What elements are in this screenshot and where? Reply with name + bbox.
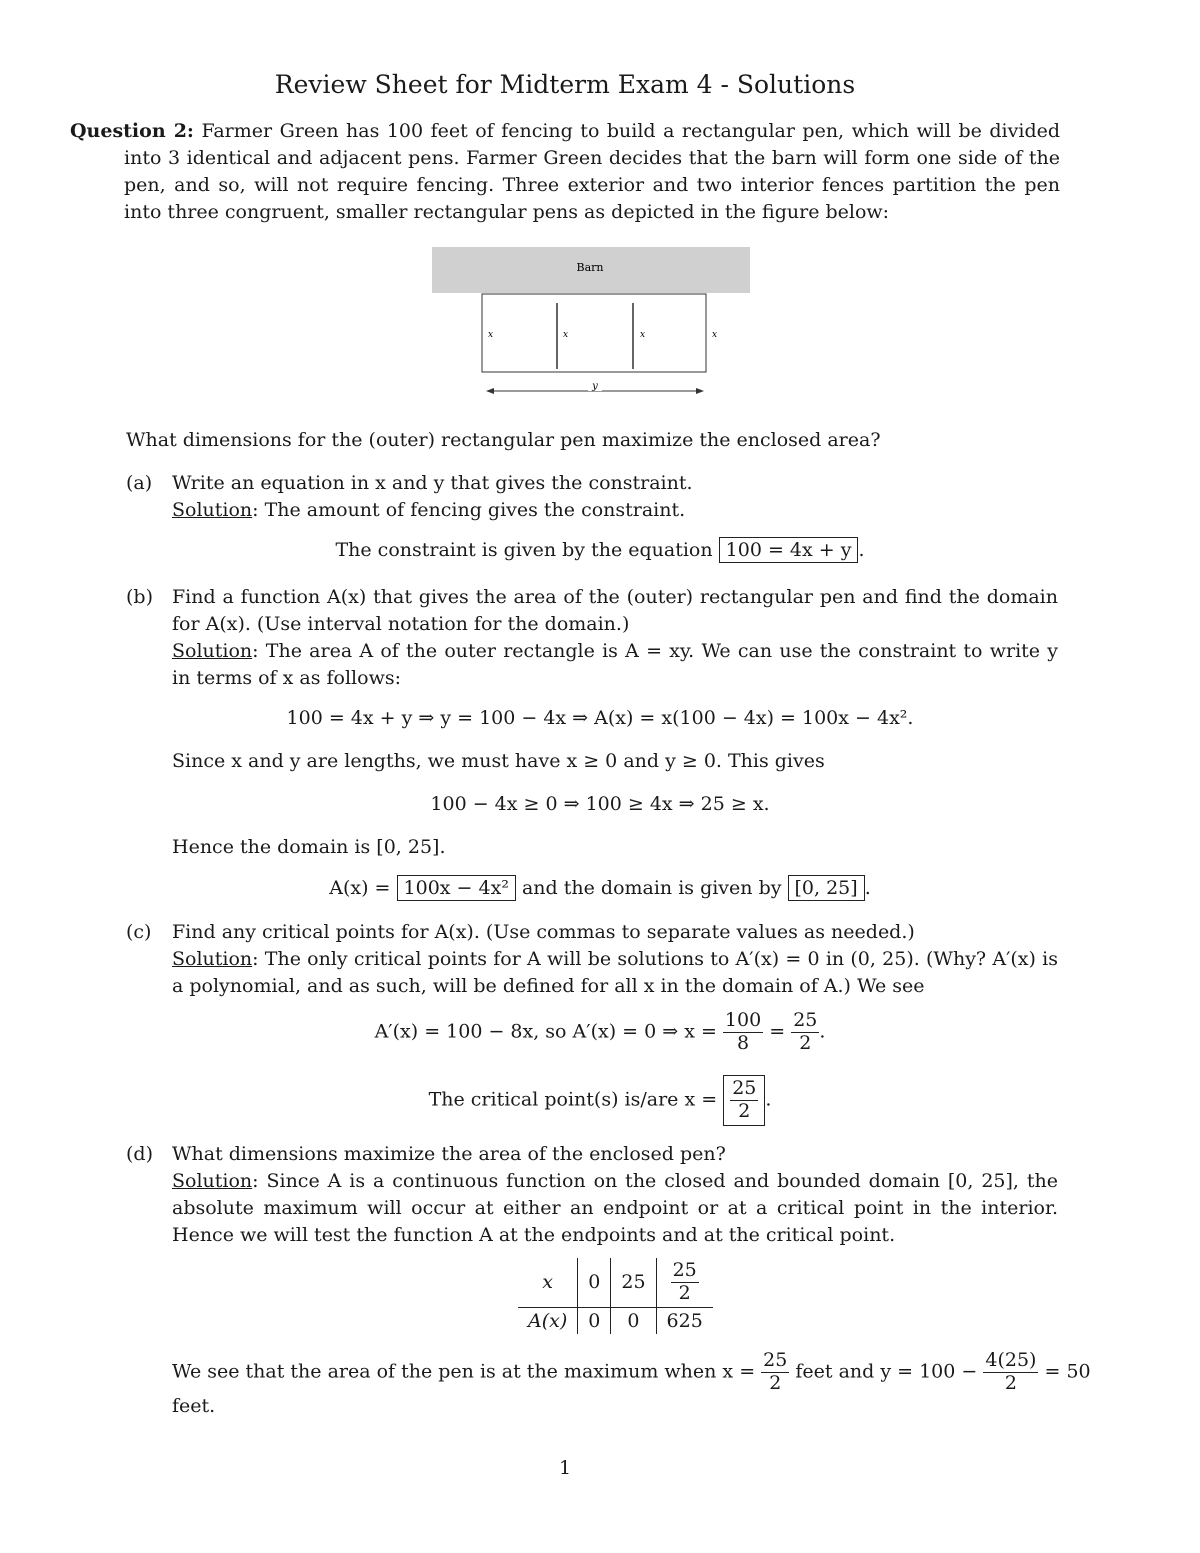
y-arrow-left xyxy=(486,388,494,394)
part-c-solution: : The only critical points for A will be solutions to A′(x) = 0 in (0, 25). (Why? A′(x) is a polynomial, and as such, will be defined for all x in the domain of A.) We see xyxy=(172,948,1058,997)
derivative-equation: A′(x) = 100 − 8x, so A′(x) = 0 ⇒ x = $\frac{100}{8}$ = $\frac{25}{2}$ . xyxy=(374,1009,826,1054)
equation-domain: 100 − 4x ≥ 0 ⇒ 100 ≥ 4x ⇒ 25 ≥ x. xyxy=(430,793,770,815)
table-cell: 0 xyxy=(578,1258,611,1307)
x-label-1: x xyxy=(488,330,494,340)
answer-function: 100x − 4x² xyxy=(397,875,516,901)
constraint-line: The constraint is given by the equation 100 = 4x + y . xyxy=(335,539,865,561)
conclusion-feet: feet. xyxy=(172,1395,216,1417)
critical-point-line: The critical point(s) is/are x = $\frac{25}{2}$ . xyxy=(0,1075,1200,1126)
part-d-label: (d) xyxy=(126,1143,153,1165)
part-c xyxy=(126,919,1058,1000)
conclusion-text-2: feet and y = 100 − xyxy=(795,1360,978,1383)
answer-middle: and the domain is given by xyxy=(521,877,782,899)
x-label-2: x xyxy=(563,330,569,340)
table-head-ax: A(x) xyxy=(518,1307,578,1334)
x-label-4: x xyxy=(712,330,718,340)
part-a xyxy=(126,470,1058,524)
derivative-text: A′(x) = 100 − 8x, so A′(x) = 0 ⇒ x = xyxy=(374,1020,717,1043)
part-c-label: (c) xyxy=(126,921,152,943)
table-cell: 25 xyxy=(611,1258,656,1307)
answer-domain: [0, 25] xyxy=(788,875,865,901)
value-table xyxy=(518,1258,713,1334)
fraction-100-8: $\frac{100}{8}$ xyxy=(724,1009,762,1054)
pen-outline xyxy=(482,294,706,372)
page-title: Review Sheet for Midterm Exam 4 - Solutions xyxy=(274,70,856,99)
answer-function-domain: A(x) = 100x − 4x² and the domain is given by [0, 25] . xyxy=(329,877,871,899)
answer-prefix: A(x) = xyxy=(329,877,391,899)
critical-answer: $\frac{25}{2}$ xyxy=(723,1075,765,1126)
solution-label: Solution xyxy=(172,1170,253,1192)
solution-label: Solution xyxy=(172,499,253,521)
y-label: y xyxy=(592,381,598,392)
lengths-text: Since x and y are lengths, we must have x ≥ 0 and y ≥ 0. This gives xyxy=(172,750,825,772)
conclusion xyxy=(172,1350,1091,1395)
part-b-question: Find a function A(x) that gives the area of the (outer) rectangular pen and find the domain for A(x). (Use interval notation for the domain.) xyxy=(172,586,1058,635)
question-text: Farmer Green has 100 feet of fencing to build a rectangular pen, which will be divided into 3 identical and adjacent pens. Farmer Green decides that the barn will form one side of the pen, and so, will not require fencing. Three exterior and two interior fences partition the pen into three congruent, smaller rectangular pens as depicted in the figure below: xyxy=(124,120,1061,223)
prompt: What dimensions for the (outer) rectangular pen maximize the enclosed area? xyxy=(126,429,881,451)
solution-label: Solution xyxy=(172,948,253,970)
x-label-3: x xyxy=(640,330,646,340)
part-b-solution: : The area A of the outer rectangle is A = xy. We can use the constraint to write y in terms of x as follows: xyxy=(172,640,1058,689)
fraction-x: $\frac{25}{2}$ xyxy=(763,1349,788,1394)
solution-label: Solution xyxy=(172,640,253,662)
question-label: Question 2: xyxy=(70,120,194,142)
constraint-answer: 100 = 4x + y xyxy=(719,537,859,563)
critical-text: The critical point(s) is/are x = xyxy=(428,1088,718,1111)
table-row xyxy=(518,1258,713,1307)
part-b xyxy=(126,584,1058,692)
constraint-text: The constraint is given by the equation xyxy=(335,539,713,561)
part-d xyxy=(126,1141,1058,1249)
page-number: 1 xyxy=(558,1457,572,1479)
part-a-solution: : The amount of fencing gives the constraint. xyxy=(252,499,686,521)
table-head-x: x xyxy=(518,1258,578,1307)
y-arrow-right xyxy=(696,388,704,394)
part-d-question: What dimensions maximize the area of the enclosed pen? xyxy=(172,1143,726,1165)
part-a-question: Write an equation in x and y that gives the constraint. xyxy=(172,472,693,494)
barn-label: Barn xyxy=(576,261,604,274)
conclusion-text-3: = 50 xyxy=(1044,1360,1091,1383)
part-c-question: Find any critical points for A(x). (Use commas to separate values as needed.) xyxy=(172,921,915,943)
table-cell: 0 xyxy=(578,1307,611,1334)
table-cell: 625 xyxy=(656,1307,713,1334)
equation-area: 100 = 4x + y ⇒ y = 100 − 4x ⇒ A(x) = x(100 − 4x) = 100x − 4x². xyxy=(286,707,914,729)
question-2 xyxy=(70,118,1060,226)
table-row xyxy=(518,1307,713,1334)
table-cell-fraction: $\frac{25}{2}$ xyxy=(672,1259,697,1304)
fraction-25-2: $\frac{25}{2}$ xyxy=(793,1009,818,1054)
pen-figure xyxy=(430,245,755,400)
table-cell: 0 xyxy=(611,1307,656,1334)
part-d-solution: : Since A is a continuous function on the closed and bounded domain [0, 25], the absolute maximum will occur at either an endpoint or at a critical point in the interior. Hence we will test the function A at the endpoints and at the critical point. xyxy=(172,1170,1058,1246)
conclusion-text-1: We see that the area of the pen is at the maximum when x = xyxy=(172,1360,756,1383)
domain-text: Hence the domain is [0, 25]. xyxy=(172,836,446,858)
part-a-label: (a) xyxy=(126,472,153,494)
fraction-y: $\frac{4(25)}{2}$ xyxy=(985,1349,1037,1394)
part-b-label: (b) xyxy=(126,586,153,608)
